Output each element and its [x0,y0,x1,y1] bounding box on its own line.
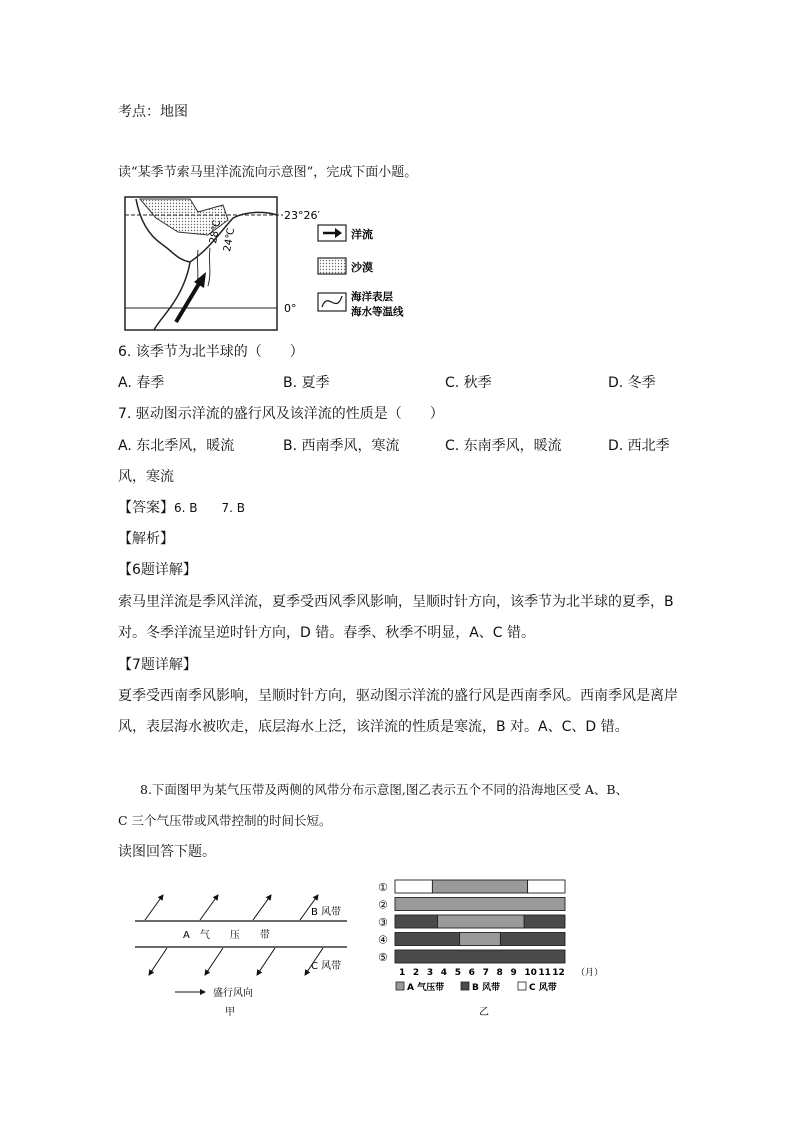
legend-a-label: A 气压带 [407,983,445,993]
row-label: ① [378,881,388,894]
q8-line2: C 三个气压带或风带控制的时间长短。 [118,813,332,828]
row-segment [500,933,565,946]
legend-current-label: 洋流 [351,228,373,241]
month-label: 9 [510,968,517,978]
q6-option-a: A. 春季 [118,375,165,391]
q8-line3: 读图回答下题。 [118,844,216,860]
month-label: 1 [399,968,406,978]
analysis-label: 【解析】 [118,531,174,547]
q7-option-d: D. 西北季 [608,438,670,454]
detail-6-line2: 对。冬季洋流呈逆时针方向，D 错。春季、秋季不明显，A、C 错。 [118,625,536,641]
legend-c-swatch [518,982,526,990]
row-segment [528,880,565,893]
c-wind-arrow [257,948,275,975]
q6-option-b: B. 夏季 [283,375,330,391]
c-belt-label: C 风带 [311,961,342,972]
a-belt-label: A 气 压 带 [183,930,270,941]
detail-7-line2: 风，表层海水被吹走，底层海水上泛，该洋流的性质是寒流，B 对。A、C、D 错。 [118,719,629,735]
b-belt-label: B 风带 [311,907,342,918]
detail-6-line1: 索马里洋流是季风洋流，夏季受西风季风影响，呈顺时针方向，该季节为北半球的夏季，B [118,594,674,610]
kaodian-heading: 考点：地图 [118,104,188,120]
figure-yi-caption: 乙 [479,1007,489,1018]
somali-current-map [118,190,418,340]
current-arrow-shaft [176,282,200,322]
q7-option-d-wrap: 风，寒流 [118,469,174,485]
legend-desert-label: 沙漠 [351,261,373,274]
q6-option-c: C. 秋季 [445,375,492,391]
row-segment [395,898,565,911]
figure-yi [375,875,615,1020]
month-label: 10 [524,968,537,978]
legend-a-swatch [396,982,404,990]
legend-b-swatch [461,982,469,990]
month-label: 4 [440,968,448,978]
row-segment [524,915,565,928]
answer-text: 6. B 7. B [174,501,245,515]
row-segment [432,880,527,893]
row-segment [395,950,565,963]
coastline-south [154,262,190,330]
q7-option-c: C. 东南季风，暖流 [445,438,562,454]
legend-c-label: C 风带 [529,983,557,993]
answer-line [118,498,245,518]
row-segment [460,933,501,946]
isotherm-24 [208,248,210,286]
month-label: 3 [426,968,434,978]
row-label: ④ [378,933,388,947]
lat-top-label: 23°26′ [284,209,320,222]
month-label: 7 [482,968,489,978]
legend-isotherm-line1: 海洋表层 [351,291,393,303]
month-label: 5 [454,968,462,978]
question-intro-map: 读“某季节索马里洋流流向示意图”，完成下面小题。 [118,165,418,180]
q7-stem: 7. 驱动图示洋流的盛行风及该洋流的性质是（ ） [118,406,444,422]
month-label: 12 [552,968,565,978]
month-label: 6 [468,968,475,978]
isotherm-28-label: 28℃ [208,219,224,245]
prevailing-wind-label: 盛行风向 [213,988,253,999]
q6-stem: 6. 该季节为北半球的（ ） [118,344,304,360]
q7-option-b: B. 西南季风，寒流 [283,438,400,454]
c-wind-arrow [149,948,167,975]
c-wind-arrow [205,948,223,975]
isotherm-24-label: 24℃ [222,227,238,253]
row-segment [395,880,432,893]
q6-option-d: D. 冬季 [608,375,656,391]
figure-jia [125,885,360,1020]
b-wind-arrow [253,895,271,920]
legend-desert-box [318,258,346,274]
month-label: 11 [538,968,551,978]
month-label: 2 [412,968,420,978]
b-wind-arrow [145,895,163,920]
legend-b-label: B 风带 [472,983,500,993]
q7-option-a: A. 东北季风，暖流 [118,438,235,454]
row-label: ⑤ [378,951,388,964]
b-wind-arrow [200,895,218,920]
detail-6-title: 【6题详解】 [118,562,197,578]
month-label: 8 [496,968,503,978]
row-label: ② [378,898,388,912]
row-label: ③ [378,916,388,929]
q8-line1: 8.下面图甲为某气压带及两侧的风带分布示意图,图乙表示五个不同的沿海地区受 A、B、 [140,782,629,797]
row-segment [395,915,438,928]
row-segment [438,915,525,928]
detail-7-title: 【7题详解】 [118,657,197,673]
figure-jia-caption: 甲 [225,1007,235,1018]
detail-7-line1: 夏季受西南季风影响，呈顺时针方向，驱动图示洋流的盛行风是西南季风。西南季风是离岸 [118,688,678,704]
answer-label: 【答案】 [118,500,174,516]
lat-bottom-label: 0° [284,302,297,315]
month-unit-label: （月） [576,968,604,978]
row-segment [395,933,460,946]
legend-isotherm-line2: 海水等温线 [351,306,404,318]
